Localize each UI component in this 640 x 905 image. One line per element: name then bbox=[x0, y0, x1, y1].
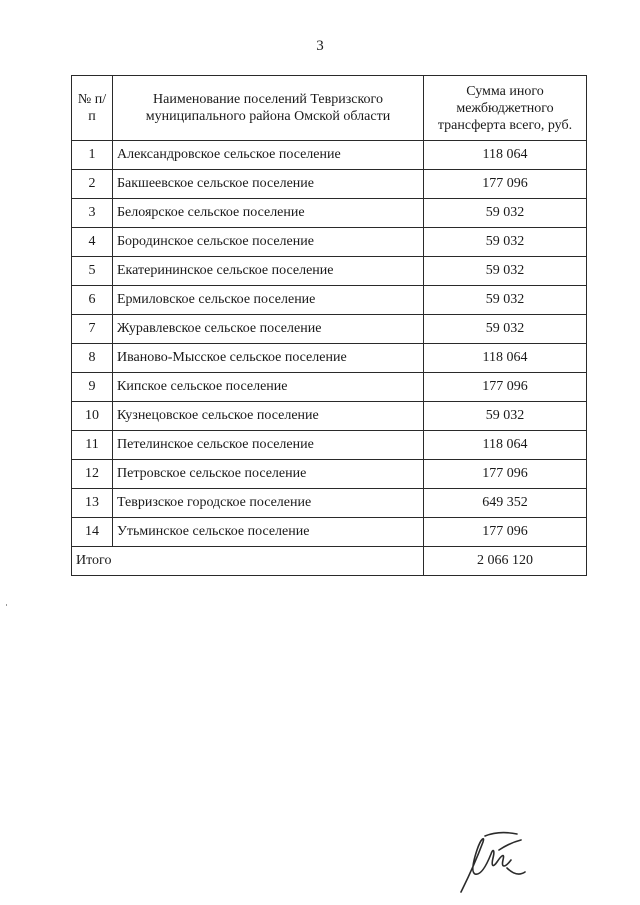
total-label: Итого bbox=[72, 547, 424, 576]
handwritten-signature bbox=[455, 828, 531, 896]
total-row bbox=[72, 547, 587, 576]
table-row bbox=[72, 170, 587, 199]
header-number: № п/п bbox=[72, 76, 113, 141]
table-row bbox=[72, 373, 587, 402]
settlement-name: Петровское сельское поселение bbox=[113, 460, 424, 489]
transfer-sum: 59 032 bbox=[424, 402, 587, 431]
row-number: 6 bbox=[72, 286, 113, 315]
row-number: 5 bbox=[72, 257, 113, 286]
row-number: 8 bbox=[72, 344, 113, 373]
table-row bbox=[72, 199, 587, 228]
settlement-name: Журавлевское сельское поселение bbox=[113, 315, 424, 344]
settlement-name: Утьминское сельское поселение bbox=[113, 518, 424, 547]
table-row bbox=[72, 489, 587, 518]
table-row bbox=[72, 141, 587, 170]
table-body bbox=[72, 141, 587, 576]
transfer-sum: 177 096 bbox=[424, 460, 587, 489]
transfer-sum: 59 032 bbox=[424, 228, 587, 257]
table-row bbox=[72, 257, 587, 286]
row-number: 14 bbox=[72, 518, 113, 547]
transfer-sum: 177 096 bbox=[424, 518, 587, 547]
transfer-sum: 59 032 bbox=[424, 315, 587, 344]
transfer-sum: 177 096 bbox=[424, 373, 587, 402]
settlement-name: Иваново-Мысское сельское поселение bbox=[113, 344, 424, 373]
settlement-name: Тевризское городское поселение bbox=[113, 489, 424, 518]
transfer-sum: 59 032 bbox=[424, 199, 587, 228]
table-row bbox=[72, 518, 587, 547]
row-number: 11 bbox=[72, 431, 113, 460]
table-row bbox=[72, 228, 587, 257]
transfer-sum: 59 032 bbox=[424, 286, 587, 315]
settlement-name: Белоярское сельское поселение bbox=[113, 199, 424, 228]
settlement-name: Бакшеевское сельское поселение bbox=[113, 170, 424, 199]
table-row bbox=[72, 431, 587, 460]
transfer-sum: 59 032 bbox=[424, 257, 587, 286]
transfer-sum: 118 064 bbox=[424, 141, 587, 170]
transfer-sum: 118 064 bbox=[424, 431, 587, 460]
settlement-name: Кузнецовское сельское поселение bbox=[113, 402, 424, 431]
row-number: 10 bbox=[72, 402, 113, 431]
page-number: 3 bbox=[316, 38, 324, 54]
row-number: 12 bbox=[72, 460, 113, 489]
transfer-table bbox=[71, 75, 587, 576]
transfer-sum: 649 352 bbox=[424, 489, 587, 518]
settlement-name: Бородинское сельское поселение bbox=[113, 228, 424, 257]
header-transfer-sum: Сумма иного межбюджетного трансферта всего, руб. bbox=[424, 76, 587, 141]
row-number: 4 bbox=[72, 228, 113, 257]
transfer-sum: 118 064 bbox=[424, 344, 587, 373]
scan-speck bbox=[6, 604, 7, 606]
row-number: 2 bbox=[72, 170, 113, 199]
transfer-sum: 177 096 bbox=[424, 170, 587, 199]
row-number: 7 bbox=[72, 315, 113, 344]
row-number: 13 bbox=[72, 489, 113, 518]
table-header-row bbox=[72, 76, 587, 141]
settlement-name: Петелинское сельское поселение bbox=[113, 431, 424, 460]
row-number: 9 bbox=[72, 373, 113, 402]
settlement-name: Александровское сельское поселение bbox=[113, 141, 424, 170]
header-settlement-name: Наименование поселений Тевризского муниципального района Омской области bbox=[113, 76, 424, 141]
settlement-name: Кипское сельское поселение bbox=[113, 373, 424, 402]
row-number: 3 bbox=[72, 199, 113, 228]
table-row bbox=[72, 315, 587, 344]
row-number: 1 bbox=[72, 141, 113, 170]
settlement-name: Ермиловское сельское поселение bbox=[113, 286, 424, 315]
table-row bbox=[72, 286, 587, 315]
table-row bbox=[72, 402, 587, 431]
total-sum: 2 066 120 bbox=[424, 547, 587, 576]
table-row bbox=[72, 460, 587, 489]
settlement-name: Екатерининское сельское поселение bbox=[113, 257, 424, 286]
table-row bbox=[72, 344, 587, 373]
